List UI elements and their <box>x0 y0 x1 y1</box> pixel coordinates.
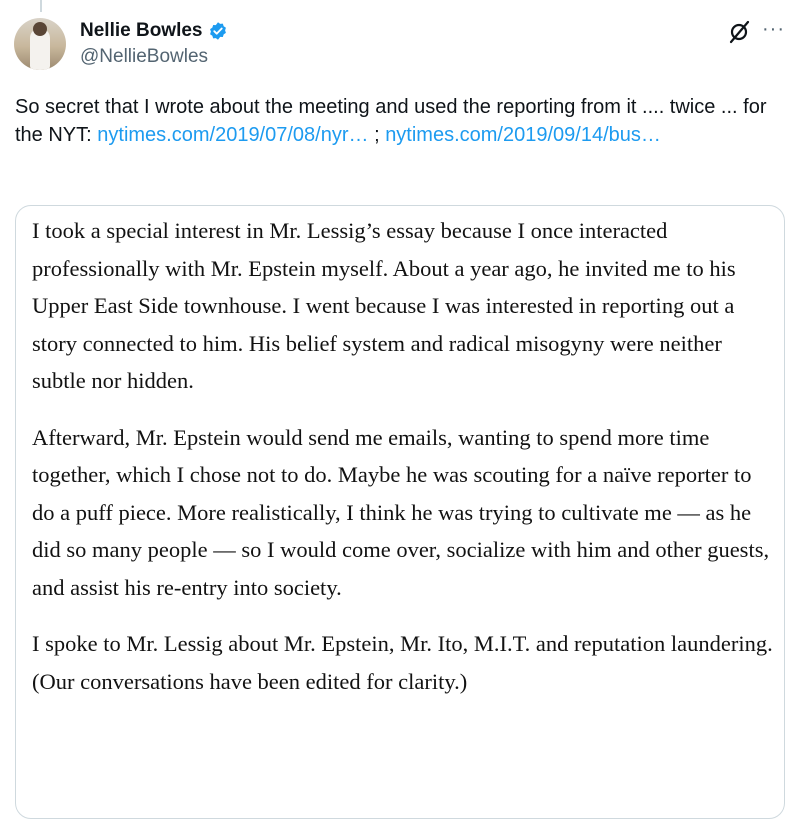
author-handle[interactable]: @NellieBowles <box>80 46 209 67</box>
excerpt-paragraph: Afterward, Mr. Epstein would send me emails, wanting to spend more time together, which I chose not to do. Maybe he was scouting for a naïve reporter to do a puff piece. More realistically, I think he was trying to cultivate me — as he did so many people — so I would come over, socialize with him and other guests, and assist his re-entry into society. <box>32 424 770 600</box>
avatar-head <box>33 22 47 36</box>
tweet-body: So secret that I wrote about the meeting and used the reporting from it .... twice ... for the NYT: <box>15 96 767 146</box>
article-excerpt <box>32 212 777 719</box>
verified-badge-icon <box>208 21 228 41</box>
author-name[interactable]: Nellie Bowles <box>80 20 203 41</box>
grok-icon[interactable] <box>727 20 751 44</box>
attached-image-card[interactable] <box>15 205 785 819</box>
thread-connector-line <box>40 0 42 12</box>
author-row <box>80 20 228 42</box>
excerpt-paragraph: I took a special interest in Mr. Lessig’s essay because I once interacted professionally with Mr. Epstein myself. About a year ago, he invited me to his Upper East Side townhouse. I went because I was interested in reporting out a story connected to him. His belief system and radical misogyny were neither subtle nor hidden. <box>32 218 736 393</box>
tweet-text <box>15 93 785 149</box>
tweet-link-2[interactable]: nytimes.com/2019/09/14/bus… <box>385 124 661 146</box>
more-options-icon[interactable]: ··· <box>762 18 785 40</box>
excerpt-paragraph: I spoke to Mr. Lessig about Mr. Epstein, Mr. Ito, M.I.T. and reputation laundering. (Our conversations have been edited for clarity.) <box>32 631 773 694</box>
link-separator: ; <box>368 124 386 146</box>
tweet-link-1[interactable]: nytimes.com/2019/07/08/nyr… <box>97 124 369 146</box>
avatar[interactable] <box>14 18 66 70</box>
